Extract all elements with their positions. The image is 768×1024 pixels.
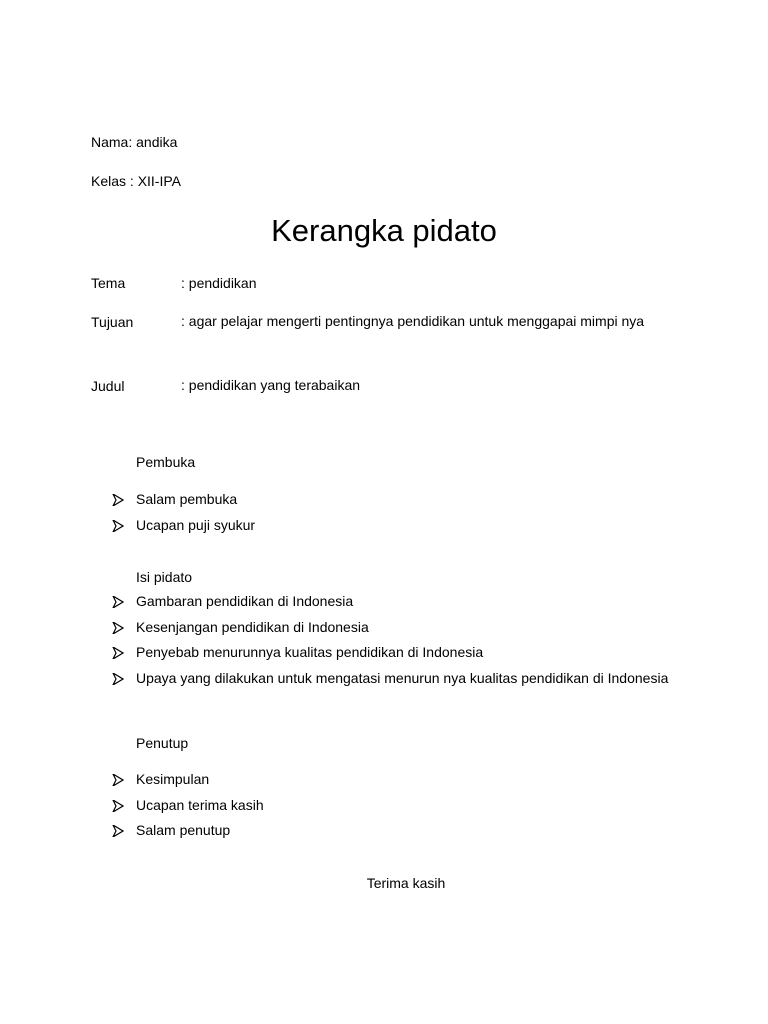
list-item xyxy=(0,818,696,844)
list-item-label: Kesenjangan pendidikan di Indonesia xyxy=(136,618,369,635)
arrowhead-bullet-icon xyxy=(112,520,124,532)
closing-text: Terima kasih xyxy=(366,875,446,891)
tema-label: Tema xyxy=(91,275,126,291)
list-isi xyxy=(0,589,696,691)
list-item xyxy=(0,487,696,513)
list-item xyxy=(0,615,696,641)
section-heading-penutup: Penutup xyxy=(136,735,189,751)
tujuan-value: : agar pelajar mengerti pentingnya pendidikan untuk menggapai mimpi nya xyxy=(181,313,645,329)
section-heading-pembuka: Pembuka xyxy=(136,454,196,470)
list-item-label: Upaya yang dilakukan untuk mengatasi menurun nya kualitas pendidikan di Indonesia xyxy=(136,669,669,686)
list-item-label: Ucapan terima kasih xyxy=(136,796,264,813)
student-name: Nama: andika xyxy=(91,134,178,150)
judul-value: : pendidikan yang terabaikan xyxy=(181,377,361,393)
arrowhead-bullet-icon xyxy=(112,673,124,685)
list-penutup xyxy=(0,767,696,844)
arrowhead-bullet-icon xyxy=(112,596,124,608)
arrowhead-bullet-icon xyxy=(112,800,124,812)
list-item xyxy=(0,513,696,539)
list-item-label: Salam penutup xyxy=(136,822,231,838)
list-item-label: Kesimpulan xyxy=(136,771,210,787)
list-item xyxy=(0,666,696,692)
tujuan-label: Tujuan xyxy=(91,314,134,330)
list-item-label: Gambaran pendidikan di Indonesia xyxy=(136,593,354,609)
page-title: Kerangka pidato xyxy=(271,213,497,248)
list-item-label: Penyebab menurunnya kualitas pendidikan di Indonesia xyxy=(136,644,484,660)
arrowhead-bullet-icon xyxy=(112,622,124,634)
student-class: Kelas : XII-IPA xyxy=(91,173,181,189)
arrowhead-bullet-icon xyxy=(112,774,124,786)
tema-value: : pendidikan xyxy=(181,275,257,291)
list-item xyxy=(0,640,696,666)
arrowhead-bullet-icon xyxy=(112,494,124,506)
list-item-label: Salam pembuka xyxy=(136,491,238,507)
arrowhead-bullet-icon xyxy=(112,825,124,837)
list-item-label: Ucapan puji syukur xyxy=(136,516,256,533)
arrowhead-bullet-icon xyxy=(112,647,124,659)
list-pembuka xyxy=(0,487,696,538)
list-item xyxy=(0,793,696,819)
judul-label: Judul xyxy=(91,378,125,394)
list-item xyxy=(0,767,696,793)
list-item xyxy=(0,589,696,615)
section-heading-isi: Isi pidato xyxy=(136,569,193,585)
